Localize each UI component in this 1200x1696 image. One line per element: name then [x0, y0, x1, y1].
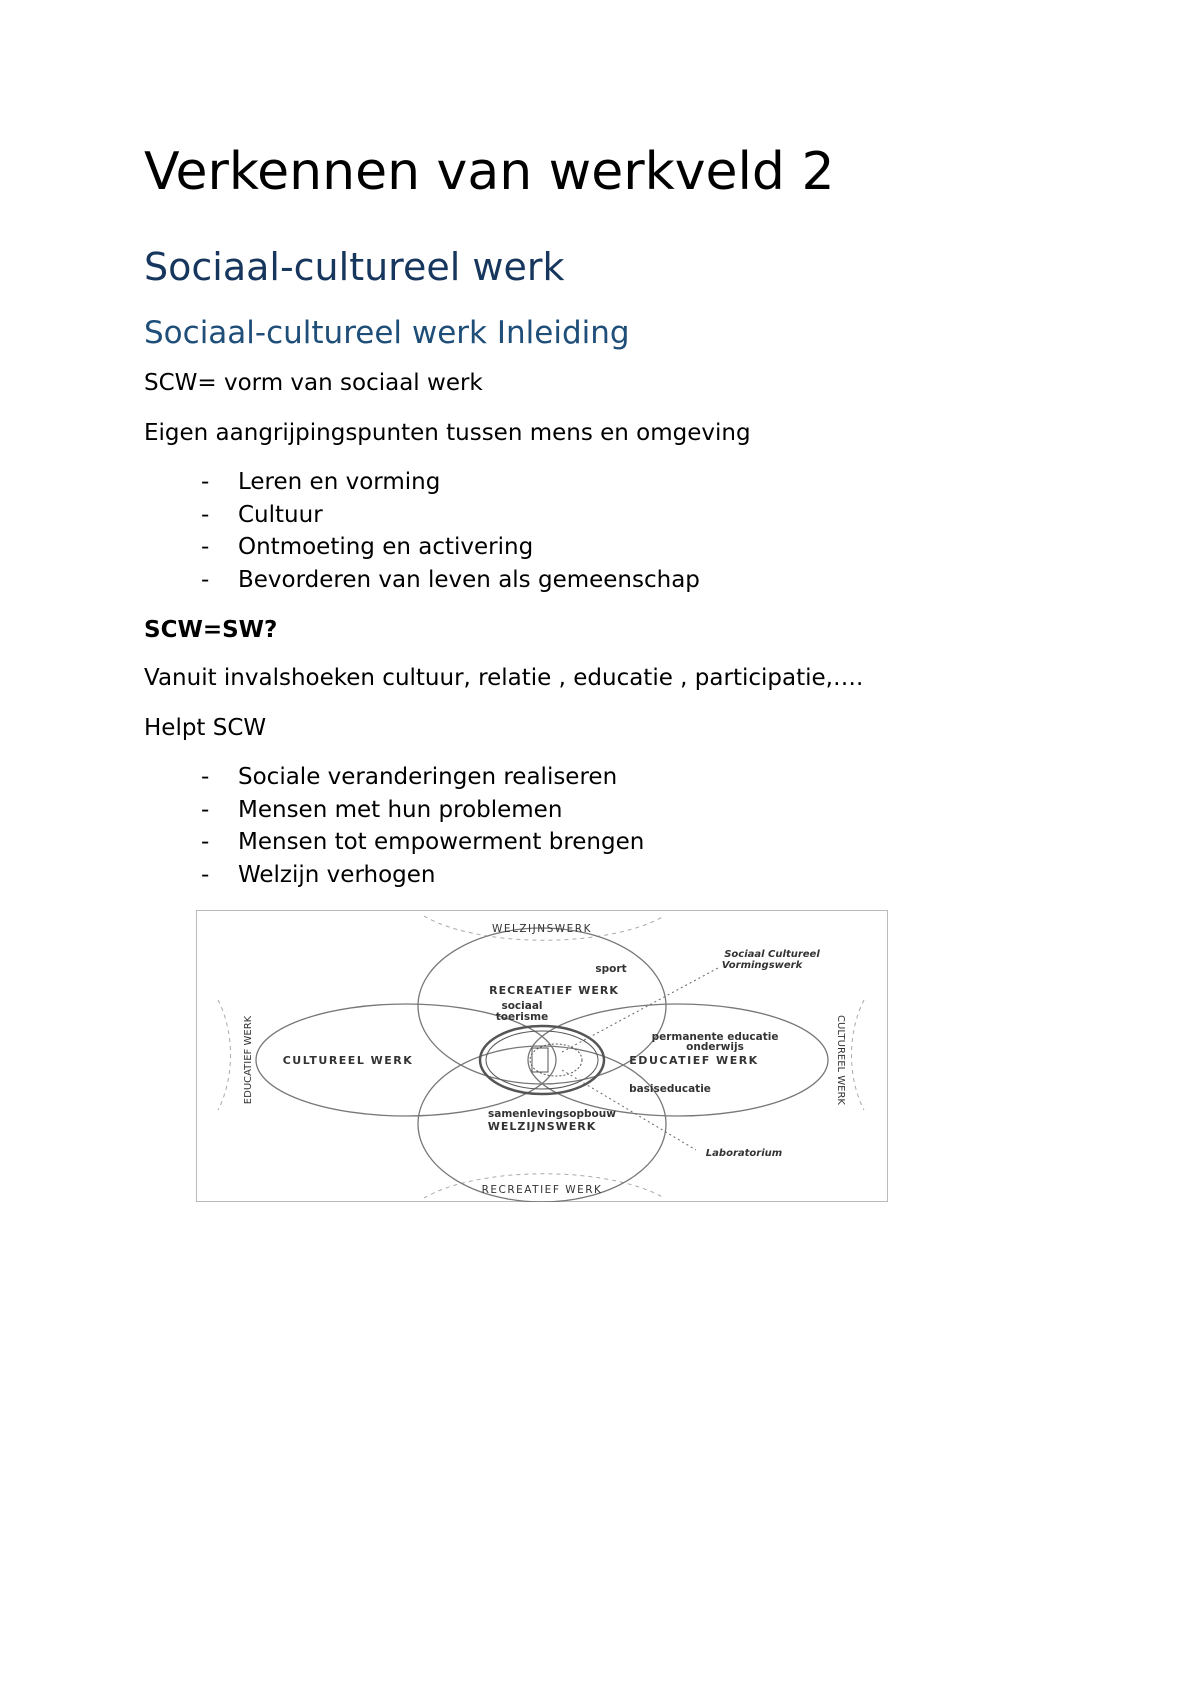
- paragraph-scw-definition: SCW= vorm van sociaal werk: [144, 370, 483, 396]
- label-callout-laboratorium: Laboratorium: [705, 1148, 783, 1159]
- paragraph-invalshoeken: Vanuit invalshoeken cultuur, relatie , educatie , participatie,….: [144, 665, 864, 691]
- scw-field-diagram: [196, 910, 888, 1202]
- label-outer-left: EDUCATIEF WERK: [243, 1015, 254, 1105]
- label-callout-scvw-1: Sociaal Cultureel: [724, 949, 820, 960]
- label-onderwijs: onderwijs: [686, 1041, 744, 1053]
- bullet-dash: -: [201, 862, 210, 889]
- label-educatief-werk: EDUCATIEF WERK: [629, 1054, 759, 1067]
- subsection-heading: Sociaal-cultureel werk Inleiding: [144, 315, 630, 351]
- label-outer-top: WELZIJNSWERK: [492, 923, 592, 935]
- bullet-dash: -: [201, 829, 210, 856]
- paragraph-helpt-scw: Helpt SCW: [144, 715, 267, 741]
- label-permanente-educatie: permanente educatie: [651, 1031, 779, 1043]
- bullet-dash: -: [201, 764, 210, 790]
- label-outer-bottom: RECREATIEF WERK: [481, 1184, 603, 1196]
- label-recreatief-werk: RECREATIEF WERK: [489, 984, 619, 997]
- bullet-dash: -: [201, 501, 210, 528]
- paragraph-aangrijpingspunten: Eigen aangrijpingspunten tussen mens en omgeving: [144, 420, 751, 446]
- bullet-dash: -: [201, 796, 210, 823]
- label-toerisme: toerisme: [495, 1011, 549, 1023]
- label-samenlevingsopbouw: samenlevingsopbouw: [488, 1108, 616, 1120]
- label-welzijnswerk: WELZIJNSWERK: [487, 1120, 597, 1133]
- label-outer-right: CULTUREEL WERK: [835, 1015, 846, 1105]
- bullet-dash: -: [201, 567, 210, 594]
- label-sociaal: sociaal: [501, 1000, 543, 1012]
- section-heading: Sociaal-cultureel werk: [144, 245, 565, 289]
- document-title: Verkennen van werkveld 2: [144, 142, 835, 202]
- bullet-dash: -: [201, 534, 210, 561]
- label-callout-scvw-2: Vormingswerk: [721, 960, 803, 971]
- document-page: Verkennen van werkveld 2 Sociaal-cultureel werk Sociaal-cultureel werk Inleiding SCW= vorm van sociaal werk Eigen aangrijpingspunten tussen mens en omgeving - Leren en vorming - Cultuur - Ontmoeting en activering - Bevorderen van leven als gemeenschap SCW=SW? Vanuit invalshoeken cultuur, relatie , educatie , participatie,…. Helpt SCW - Sociale veranderingen realiseren - Mensen met hun problemen - Mensen tot empowerment brengen - Welzijn verhogen WELZIJNSWERK RECREATIEF WERK EDUCATIEF WERK CULTUREEL WERK sport RECREATIEF WERK sociaal toerisme CULTUREEL WERK permanente educatie onderwijs EDUCATIEF WERK basiseducatie samenlevingsopbouw WELZIJNSWERK Sociaal Cultureel Vormingswerk Laboratorium: [0, 0, 1200, 1696]
- label-cultureel-werk: CULTUREEL WERK: [282, 1054, 414, 1067]
- label-basiseducatie: basiseducatie: [629, 1083, 711, 1095]
- diagram-svg: [196, 910, 888, 1202]
- bullet-dash: -: [201, 469, 210, 495]
- label-sport: sport: [595, 963, 627, 975]
- paragraph-scw-sw-question: SCW=SW?: [144, 617, 278, 643]
